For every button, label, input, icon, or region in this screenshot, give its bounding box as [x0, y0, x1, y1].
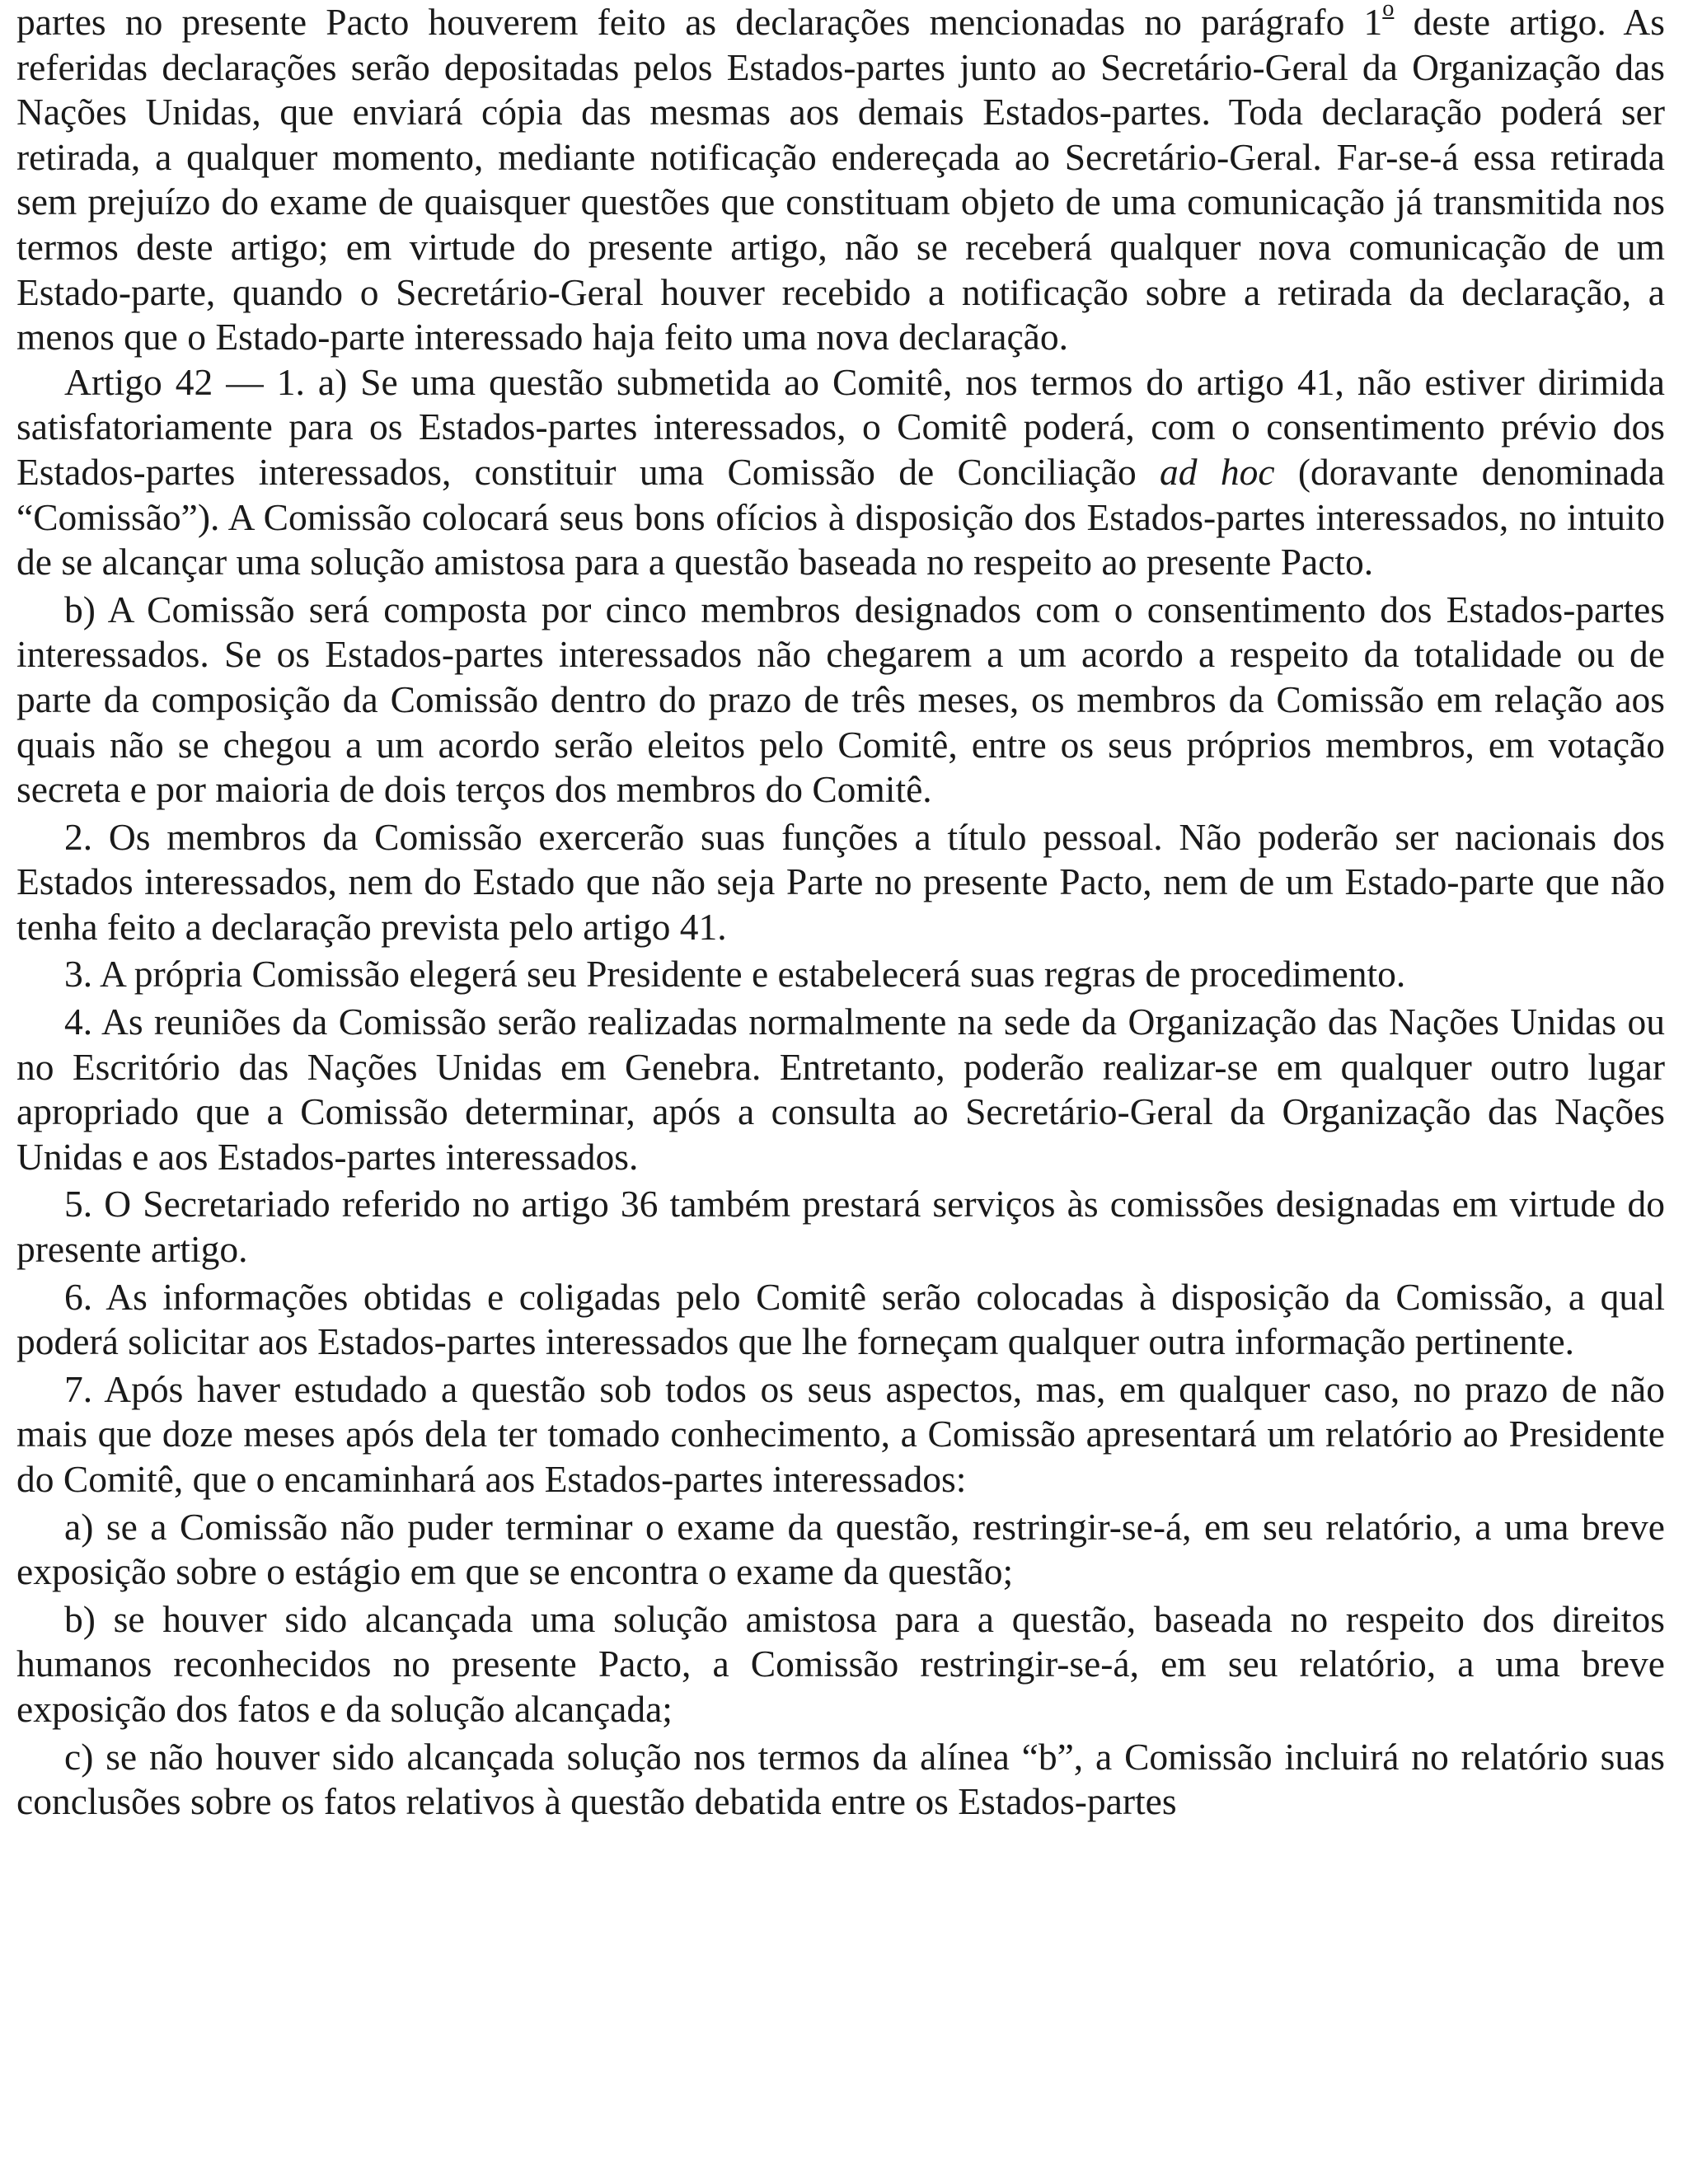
paragraph-article-42-6: 6. As informações obtidas e coligadas pelo Comitê serão colocadas à disposição da Comissão, a qual poderá solicitar aos Estados-partes interessados que lhe forneçam qualquer outra informação pertinente.	[16, 1275, 1665, 1363]
paragraph-article-42-7c: c) se não houver sido alcançada solução nos termos da alínea “b”, a Comissão incluirá no relatório suas conclusões sobre os fatos relativos à questão debatida entre os Estados-partes	[16, 1735, 1665, 1823]
paragraph-article-42-5: 5. O Secretariado referido no artigo 36 também prestará serviços às comissões designadas em virtude do presente artigo.	[16, 1183, 1665, 1271]
paragraph-article-42-7a: a) se a Comissão não puder terminar o exame da questão, restringir-se-á, em seu relatório, a uma breve exposição sobre o estágio em que se encontra o exame da questão;	[16, 1505, 1665, 1593]
paragraph-article-42-1b: b) A Comissão será composta por cinco membros designados com o consentimento dos Estados-partes interessados. Se os Estados-partes interessados não chegarem a um acordo a respeito da totalidade ou de parte da composição da Comissão dentro do prazo de três meses, os membros da Comissão em relação aos quais não se chegou a um acordo serão eleitos pelo Comitê, entre os seus próprios membros, em votação secreta e por maioria de dois terços dos membros do Comitê.	[16, 588, 1665, 811]
paragraph-article-42-7: 7. Após haver estudado a questão sob todos os seus aspectos, mas, em qualquer caso, no prazo de não mais que doze meses após dela ter tomado conhecimento, a Comissão apresentará um relatório ao Presidente do Comitê, que o encaminhará aos Estados-partes interessados:	[16, 1367, 1665, 1500]
paragraph-article-42-2: 2. Os membros da Comissão exercerão suas funções a título pessoal. Não poderão ser nacionais dos Estados interessados, nem do Estado que não seja Parte no presente Pacto, nem de um Estado-parte que não tenha feito a declaração prevista pelo artigo 41.	[16, 815, 1665, 948]
text-segment: deste artigo. As referidas declarações serão depositadas pelos Estados-partes junto ao Secretário-Geral da Organização das Nações Unidas, que enviará cópia das mesmas aos demais Estados-partes. Toda declaração poderá ser retirada, a qualquer momento, mediante notificação endereçada ao Secretário-Geral. Far-se-á essa retirada sem prejuízo do exame de quaisquer questões que constituam objeto de uma comunicação já transmitida nos termos deste artigo; em virtude do presente artigo, não se receberá qualquer nova comunicação de um Estado-parte, quando o Secretário-Geral houver recebido a notificação sobre a retirada da declaração, a menos que o Estado-parte interessado haja feito uma nova declaração.	[16, 1, 1665, 359]
paragraph-article-42-7b: b) se houver sido alcançada uma solução amistosa para a questão, baseada no respeito dos direitos humanos reconhecidos no presente Pacto, a Comissão restringir-se-á, em seu relatório, a uma breve exposição dos fatos e da solução alcançada;	[16, 1597, 1665, 1730]
paragraph-article-42-1a	[16, 360, 1665, 585]
italic-term: ad hoc	[1160, 450, 1275, 493]
text-segment: (doravante denominada “Comissão”). A Comissão colocará seus bons ofícios à disposição dos Estados-partes interessados, no intuito de se alcançar uma solução amistosa para a questão baseada no respeito ao presente Pacto.	[16, 450, 1665, 583]
text-segment: Artigo 42 — 1. a) Se uma questão submetida ao Comitê, nos termos do artigo 41, não estiver dirimida satisfatoriamente para os Estados-partes interessados, o Comitê poderá, com o consentimento prévio dos Estados-partes interessados, constituir uma Comissão de Conciliação	[16, 360, 1665, 493]
document-page	[16, 0, 1665, 1825]
paragraph-continuation	[16, 0, 1665, 360]
paragraph-article-42-3: 3. A própria Comissão elegerá seu Presidente e estabelecerá suas regras de procedimento.	[64, 953, 1406, 996]
text-segment: partes no presente Pacto houverem feito as declarações mencionadas no parágrafo 1	[16, 1, 1383, 43]
paragraph-article-42-4: 4. As reuniões da Comissão serão realizadas normalmente na sede da Organização das Nações Unidas ou no Escritório das Nações Unidas em Genebra. Entretanto, poderão realizar-se em qualquer outro lugar apropriado que a Comissão determinar, após a consulta ao Secretário-Geral da Organização das Nações Unidas e aos Estados-partes interessados.	[16, 1001, 1665, 1178]
ordinal-indicator: o	[1382, 0, 1395, 21]
